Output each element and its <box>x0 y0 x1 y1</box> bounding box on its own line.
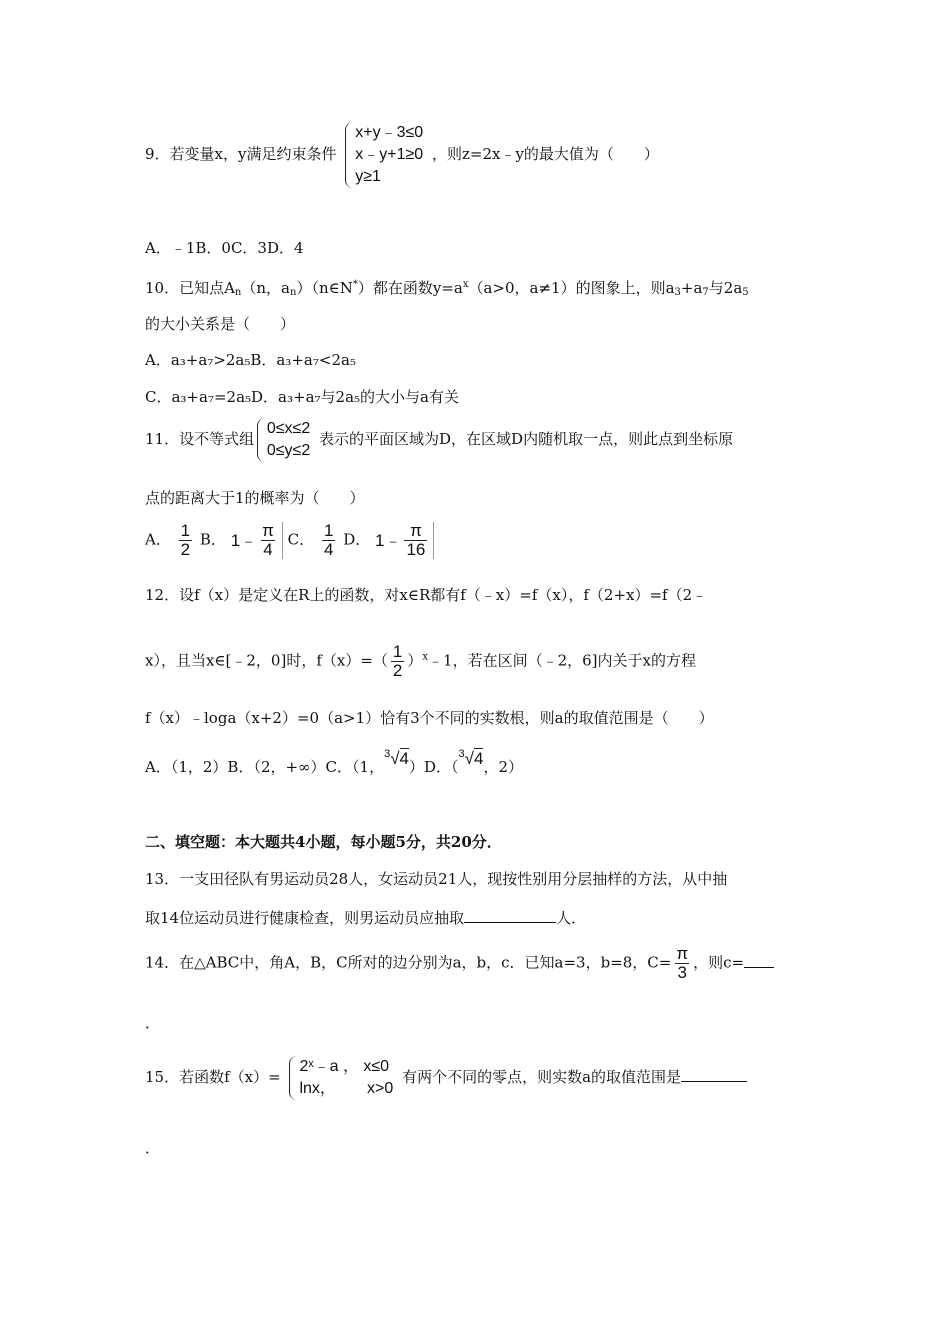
q15-text: 15．若函数f（x）= <box>145 1068 281 1086</box>
q12-text: ﹣1，若在区间（﹣2，6]内关于x的方程 <box>428 651 696 670</box>
one-minus: 1﹣ <box>375 530 402 550</box>
q14-text: 14．在△ABC中，角A，B，C所对的边分别为a，b，c．已知a=3，b=8，C= <box>145 953 672 972</box>
q15-piece-1: 2ˣ﹣a ， x≤0 <box>299 1058 390 1075</box>
q10-text: +a <box>680 279 703 297</box>
q11-option-d-expr <box>375 522 434 559</box>
numerator: 1 <box>323 521 334 540</box>
radicand: 4 <box>474 749 484 768</box>
q15-piecewise <box>289 1056 393 1100</box>
section-heading: 二、填空题：本大题共4小题，每小题5分，共20分． <box>145 833 502 851</box>
q10-text: （n，a <box>241 279 290 297</box>
q10-text: ）都在函数y=a <box>357 279 463 297</box>
superscript-x: x <box>462 279 469 290</box>
left-brace-icon <box>345 122 353 188</box>
q10-line-2: 的大小关系是（ ） <box>145 315 296 333</box>
one-minus: 1﹣ <box>230 530 258 550</box>
q11-option-d-label: D． <box>343 530 371 549</box>
answer-blank[interactable] <box>744 953 774 968</box>
q9-constraint-2: x﹣y+1≥0 <box>355 146 424 163</box>
q12-options-text: ，2） <box>483 758 524 776</box>
q11-option-c-fraction <box>322 522 335 559</box>
q12-text: x），且当x∈[﹣2，0]时，f（x）=（ <box>145 651 388 670</box>
q11-suffix: 表示的平面区域为D，在区域D内随机取一点，则此点到坐标原 <box>319 430 734 448</box>
q9-constraint-3: y≥1 <box>355 168 381 185</box>
q11-prefix: 11．设不等式组 <box>145 430 255 448</box>
q10-text: ）（n∈N <box>296 279 353 297</box>
q14-text: ，则c= <box>693 953 745 972</box>
numerator: 1 <box>180 521 191 540</box>
q10-options-cd: C．a₃+a₇=2a₅D．a₃+a₇与2a₅的大小与a有关 <box>145 388 459 406</box>
q10-text: 10．已知点A <box>145 279 235 297</box>
q9-constraint-1: x+y﹣3≤0 <box>355 124 424 141</box>
q12-fraction <box>391 643 404 680</box>
superscript-star: * <box>352 279 358 290</box>
question-9 <box>145 122 659 188</box>
q14-fraction <box>674 945 690 982</box>
q11-option-a-fraction <box>179 522 192 559</box>
q12-options-text: A．（1，2）B．（2，+∞）C．（1， <box>145 758 385 776</box>
q13-text: 取14位运动员进行健康检查，则男运动员应抽取 <box>145 909 465 927</box>
denominator: 2 <box>392 661 403 680</box>
q12-line-3: f（x）﹣loga（x+2）=0（a>1）恰有3个不同的实数根，则a的取值范围是（ ） <box>145 709 714 727</box>
q15-trailing-dot: ． <box>145 1139 161 1157</box>
subscript-5: 5 <box>742 287 749 298</box>
superscript-x: x <box>422 651 429 663</box>
q9-options: A．﹣1B．0C．3D．4 <box>145 239 304 257</box>
q11-ineq-1: 0≤x≤2 <box>266 420 311 437</box>
q11-options <box>145 522 434 559</box>
cube-root-of-4: $^3$√4 <box>384 748 410 768</box>
q9-constraint-system <box>345 122 423 188</box>
radical-index: 3 <box>384 748 391 760</box>
subscript-n: n <box>234 287 242 298</box>
q10-text: （a>0，a≠1）的图象上，则a <box>468 279 675 297</box>
q12-line-2 <box>145 643 696 680</box>
q11-option-b-label: B． <box>199 530 226 549</box>
question-14 <box>145 945 774 982</box>
q14-trailing-dot: ． <box>145 1014 161 1032</box>
answer-blank[interactable] <box>681 1067 747 1082</box>
q11-inequality-system <box>257 418 310 462</box>
q13-text: 人． <box>556 909 587 927</box>
q11-ineq-2: 0≤y≤2 <box>266 442 311 459</box>
numerator: π <box>262 521 274 540</box>
fraction <box>260 522 276 559</box>
q15-text: 有两个不同的零点，则实数a的取值范围是 <box>402 1068 682 1086</box>
left-brace-icon <box>289 1056 297 1100</box>
q11-option-a-label: A． <box>145 530 171 549</box>
subscript-3: 3 <box>674 287 681 298</box>
cube-root-of-4: $^3$√4 <box>458 748 484 768</box>
denominator: 2 <box>180 540 191 559</box>
q9-prefix: 9．若变量x，y满足约束条件 <box>145 145 337 163</box>
answer-blank[interactable] <box>464 908 556 923</box>
numerator: π <box>676 944 689 963</box>
question-13: 13．一支田径队有男运动员28人，女运动员21人，现按性别用分层抽样的方法，从中抽 <box>145 870 728 888</box>
denominator: 4 <box>263 540 273 559</box>
fraction <box>404 522 427 559</box>
q13-line-2 <box>145 908 586 928</box>
radical-index: 3 <box>458 748 465 760</box>
q15-piece-2: lnx， x>0 <box>299 1080 394 1097</box>
numerator: π <box>410 521 422 540</box>
question-12: 12．设f（x）是定义在R上的函数，对x∈R都有f（﹣x）=f（x），f（2+x）=f（2﹣ <box>145 586 708 604</box>
q9-suffix: ，则z=2x﹣y的最大值为（ ） <box>431 145 659 163</box>
q11-option-c-label: C． <box>287 530 315 549</box>
denominator: 3 <box>677 963 687 982</box>
q11-option-b-expr <box>231 522 283 559</box>
q12-text: ） <box>407 651 423 670</box>
question-15 <box>145 1056 747 1100</box>
q11-line-2: 点的距离大于1的概率为（ ） <box>145 489 365 507</box>
question-11 <box>145 418 733 462</box>
subscript-n: n <box>289 287 297 298</box>
question-10 <box>145 275 749 303</box>
q10-text: 与2a <box>708 279 743 297</box>
denominator: 16 <box>406 540 426 559</box>
radicand: 4 <box>399 749 410 768</box>
q12-options-text: ）D．（ <box>409 758 459 776</box>
left-brace-icon <box>257 418 265 462</box>
subscript-7: 7 <box>702 287 709 298</box>
q10-options-ab: A．a₃+a₇>2a₅B．a₃+a₇<2a₅ <box>145 351 356 369</box>
q12-options <box>145 748 524 779</box>
denominator: 4 <box>323 540 334 559</box>
numerator: 1 <box>392 642 403 661</box>
